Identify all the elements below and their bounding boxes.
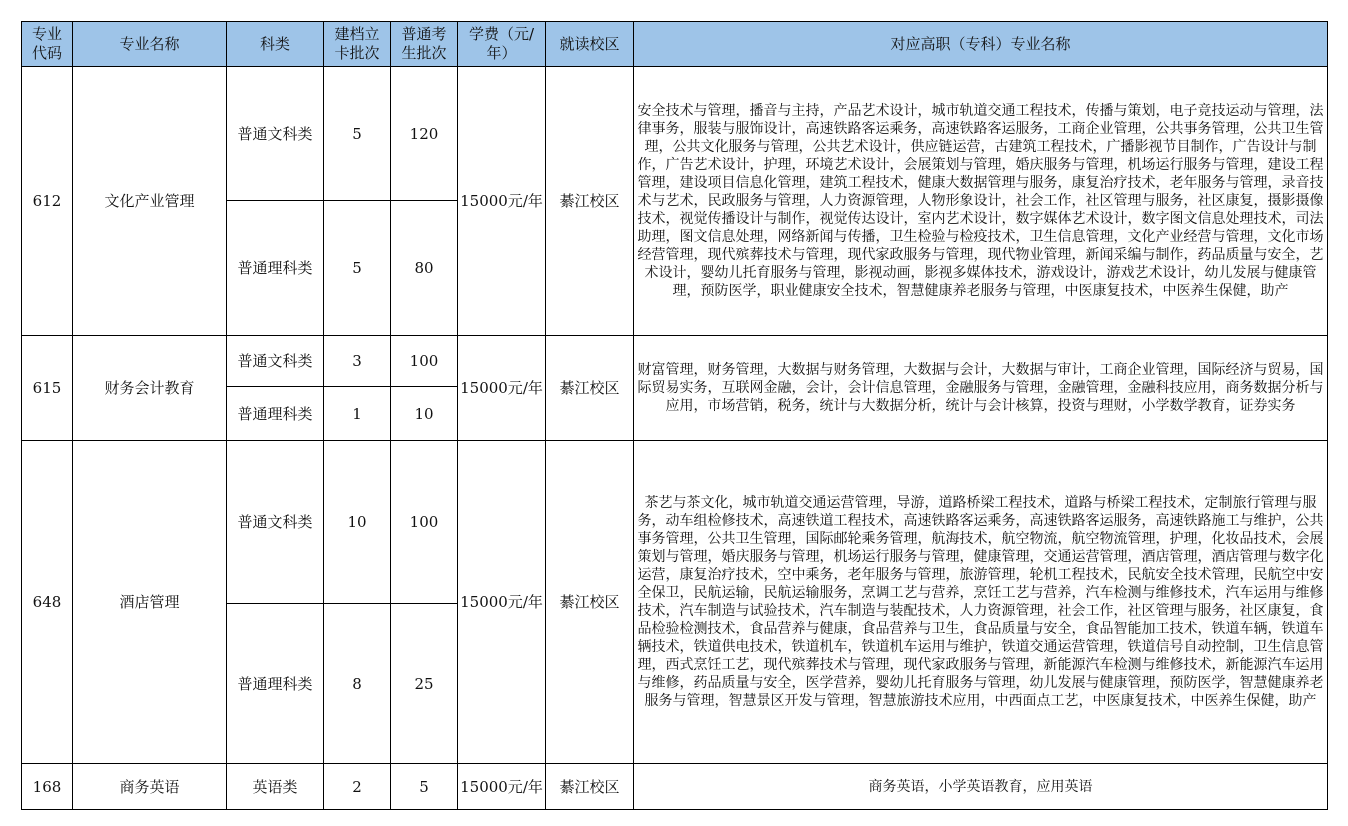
general-batch-count: 100: [391, 441, 458, 604]
tuition-fee: 15000元/年: [458, 764, 546, 810]
major-name: 财务会计教育: [73, 336, 227, 441]
header-row: [22, 22, 1328, 67]
archive-batch-count: 5: [324, 201, 391, 336]
major-name: 文化产业管理: [73, 67, 227, 336]
archive-batch-count: 10: [324, 441, 391, 604]
general-batch-count: 100: [391, 336, 458, 387]
header-campus: 就读校区: [546, 22, 634, 67]
general-batch-count: 5: [391, 764, 458, 810]
vocational-majors-list: 茶艺与茶文化，城市轨道交通运营管理，导游，道路桥梁工程技术，道路与桥梁工程技术，定制旅行管理与服务，动车组检修技术，高速铁道工程技术，高速铁路客运乘务，高速铁路客运服务，高速铁路施工与维护，公共事务管理，公共卫生管理，国际邮轮乘务管理，航海技术，航空物流，航空物流管理，护理，化妆品技术，会展策划与管理，婚庆服务与管理，机场运行服务与管理，健康管理，交通运营管理，酒店管理，酒店管理与数字化运营，康复治疗技术，空中乘务，老年服务与管理，旅游管理，轮机工程技术，民航安全技术管理，民航空中安全保卫，民航运输，民航运输服务，烹调工艺与营养，烹饪工艺与营养，汽车检测与维修技术，汽车运用与维修技术，汽车制造与试验技术，汽车制造与装配技术，人力资源管理，社会工作，社区管理与服务，社区康复，食品检验检测技术，食品营养与健康，食品营养与卫生，食品质量与安全，食品智能加工技术，铁道车辆，铁道车辆技术，铁道供电技术，铁道机车，铁道机车运用与维护，铁道交通运营管理，铁道信号自动控制，卫生信息管理，西式烹饪工艺，现代殡葬技术与管理，现代家政服务与管理，新能源汽车检测与维修技术，新能源汽车运用与维修，药品质量与安全，医学营养，婴幼儿托育服务与管理，幼儿发展与健康管理，预防医学，智慧健康养老服务与管理，智慧景区开发与管理，智慧旅游技术应用，中西面点工艺，中医康复技术，中医养生保健，助产: [634, 441, 1328, 764]
subject-category: 普通文科类: [227, 336, 324, 387]
major-code: 648: [22, 441, 73, 764]
table-row: [22, 67, 1328, 201]
subject-category: 普通理科类: [227, 201, 324, 336]
general-batch-count: 10: [391, 387, 458, 441]
subject-category: 普通文科类: [227, 441, 324, 604]
table-row: [22, 764, 1328, 810]
header-majors: 对应高职（专科）专业名称: [634, 22, 1328, 67]
general-batch-count: 25: [391, 604, 458, 764]
archive-batch-count: 8: [324, 604, 391, 764]
campus-name: 綦江校区: [546, 67, 634, 336]
campus-name: 綦江校区: [546, 336, 634, 441]
subject-category: 普通文科类: [227, 67, 324, 201]
major-code: 615: [22, 336, 73, 441]
archive-batch-count: 3: [324, 336, 391, 387]
vocational-majors-list: 财富管理，财务管理，大数据与财务管理，大数据与会计，大数据与审计，工商企业管理，国际经济与贸易，国际贸易实务，互联网金融，会计，会计信息管理，金融服务与管理，金融管理，金融科技应用，商务数据分析与应用，市场营销，税务，统计与大数据分析，统计与会计核算，投资与理财，小学数学教育，证券实务: [634, 336, 1328, 441]
header-archive-batch: 建档立卡批次: [324, 22, 391, 67]
table-row: [22, 441, 1328, 604]
archive-batch-count: 1: [324, 387, 391, 441]
admission-majors-table: [21, 21, 1328, 810]
subject-category: 普通理科类: [227, 387, 324, 441]
header-category: 科类: [227, 22, 324, 67]
major-code: 612: [22, 67, 73, 336]
general-batch-count: 120: [391, 67, 458, 201]
header-general-batch: 普通考生批次: [391, 22, 458, 67]
campus-name: 綦江校区: [546, 441, 634, 764]
major-name: 酒店管理: [73, 441, 227, 764]
major-name: 商务英语: [73, 764, 227, 810]
major-code: 168: [22, 764, 73, 810]
archive-batch-count: 2: [324, 764, 391, 810]
general-batch-count: 80: [391, 201, 458, 336]
header-code: 专业代码: [22, 22, 73, 67]
campus-name: 綦江校区: [546, 764, 634, 810]
vocational-majors-list: 商务英语，小学英语教育，应用英语: [634, 764, 1328, 810]
subject-category: 英语类: [227, 764, 324, 810]
archive-batch-count: 5: [324, 67, 391, 201]
subject-category: 普通理科类: [227, 604, 324, 764]
tuition-fee: 15000元/年: [458, 67, 546, 336]
header-tuition: 学费（元/年）: [458, 22, 546, 67]
tuition-fee: 15000元/年: [458, 336, 546, 441]
tuition-fee: 15000元/年: [458, 441, 546, 764]
header-name: 专业名称: [73, 22, 227, 67]
vocational-majors-list: 安全技术与管理，播音与主持，产品艺术设计，城市轨道交通工程技术，传播与策划，电子竞技运动与管理，法律事务，服装与服饰设计，高速铁路客运乘务，高速铁路客运服务，工商企业管理，公共事务管理，公共卫生管理，公共文化服务与管理，公共艺术设计，供应链运营，古建筑工程技术，广播影视节目制作，广告设计与制作，广告艺术设计，护理，环境艺术设计，会展策划与管理，婚庆服务与管理，机场运行服务与管理，建设工程管理，建设项目信息化管理，建筑工程技术，健康大数据管理与服务，康复治疗技术，老年服务与管理，录音技术与艺术，民政服务与管理，人力资源管理，人物形象设计，社会工作，社区管理与服务，社区康复，摄影摄像技术，视觉传播设计与制作，视觉传达设计，室内艺术设计，数字媒体艺术设计，数字图文信息处理技术，司法助理，图文信息处理，网络新闻与传播，卫生检验与检疫技术，卫生信息管理，文化产业经营与管理，文化市场经营管理，现代殡葬技术与管理，现代家政服务与管理，现代物业管理，新闻采编与制作，药品质量与安全，艺术设计，婴幼儿托育服务与管理，影视动画，影视多媒体技术，游戏设计，游戏艺术设计，幼儿发展与健康管理，预防医学，职业健康安全技术，智慧健康养老服务与管理，中医康复技术，中医养生保健，助产: [634, 67, 1328, 336]
table-row: [22, 336, 1328, 387]
